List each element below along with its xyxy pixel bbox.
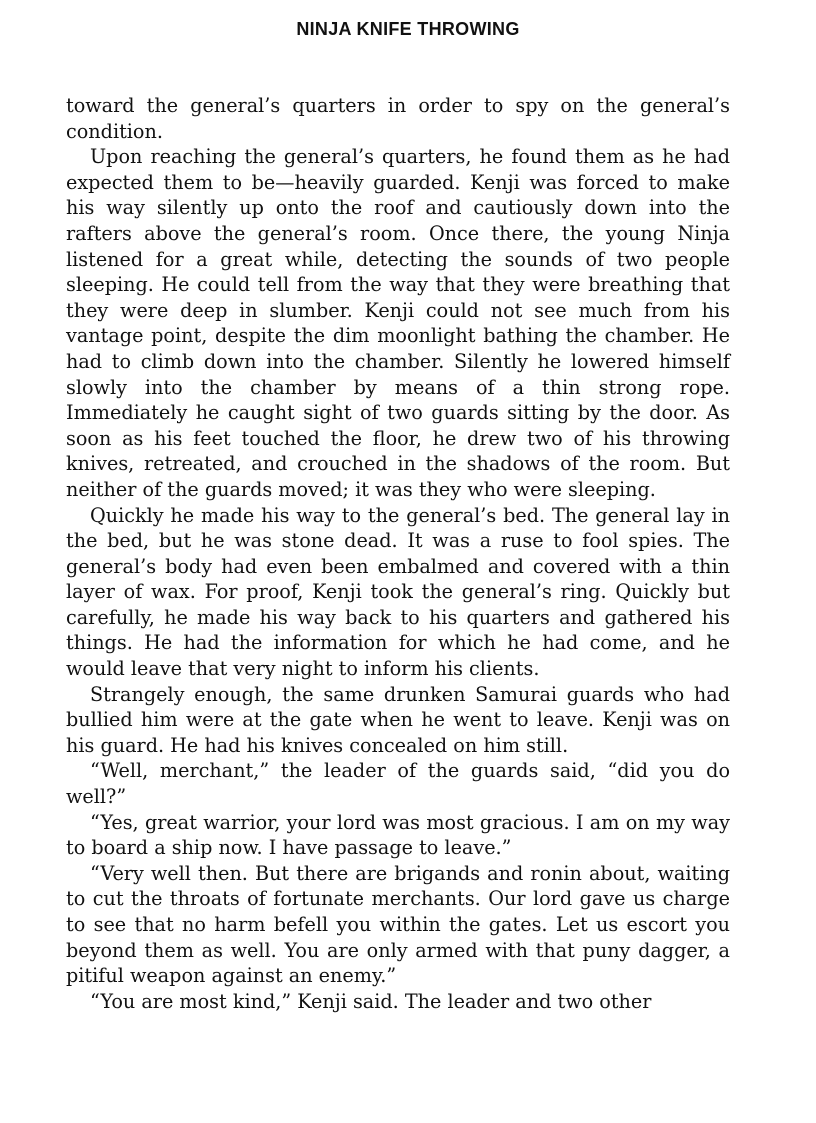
paragraph-continuation: toward the general’s quarters in order to spy on the general’s condition. [66, 94, 730, 143]
dialogue-paragraph: “Very well then. But there are brigands and ronin about, waiting to cut the throats of fortunate merchants. Our lord gave us charge to see that no harm befell you within the gates. Let us escort you beyond them as well. You are only armed with that puny dagger, a pitiful weapon against an enemy.” [66, 861, 730, 988]
dialogue-paragraph: “Well, merchant,” the leader of the guards said, “did you do well?” [66, 759, 730, 809]
running-head: NINJA KNIFE THROWING [296, 19, 520, 39]
paragraph: Upon reaching the general’s quarters, he found them as he had expected them to be—heavily guarded. Kenji was forced to make his way silently up onto the roof and cautiously down into the rafters above the general’s room. Once there, the young Ninja listened for a great while, detecting the sounds of two people sleeping. He could tell from the way that they were breathing that they were deep in slumber. Kenji could not see much from his vantage point, despite the dim moonlight bathing the chamber. He had to climb down into the chamber. Silently he lowered himself slowly into the chamber by means of a thin strong rope. Immediately he caught sight of two guards sitting by the door. As soon as his feet touched the floor, he drew two of his throwing knives, retreated, and crouched in the shadows of the room. But neither of the guards moved; it was they who were sleeping. [66, 145, 730, 501]
body-text [66, 93, 730, 1014]
paragraph: Quickly he made his way to the general’s bed. The general lay in the bed, but he was stone dead. It was a ruse to fool spies. The general’s body had even been embalmed and covered with a thin layer of wax. For proof, Kenji took the general’s ring. Quickly but carefully, he made his way back to his quarters and gathered his things. He had the information for which he had come, and he would leave that very night to inform his clients. [66, 503, 730, 681]
paragraph: Strangely enough, the same drunken Samurai guards who had bullied him were at the gate when he went to leave. Kenji was on his guard. He had his knives concealed on him still. [66, 682, 730, 757]
dialogue-paragraph-last: “You are most kind,” Kenji said. The leader and two other [90, 989, 652, 1013]
dialogue-paragraph: “Yes, great warrior, your lord was most gracious. I am on my way to board a ship now. I have passage to leave.” [66, 810, 730, 860]
